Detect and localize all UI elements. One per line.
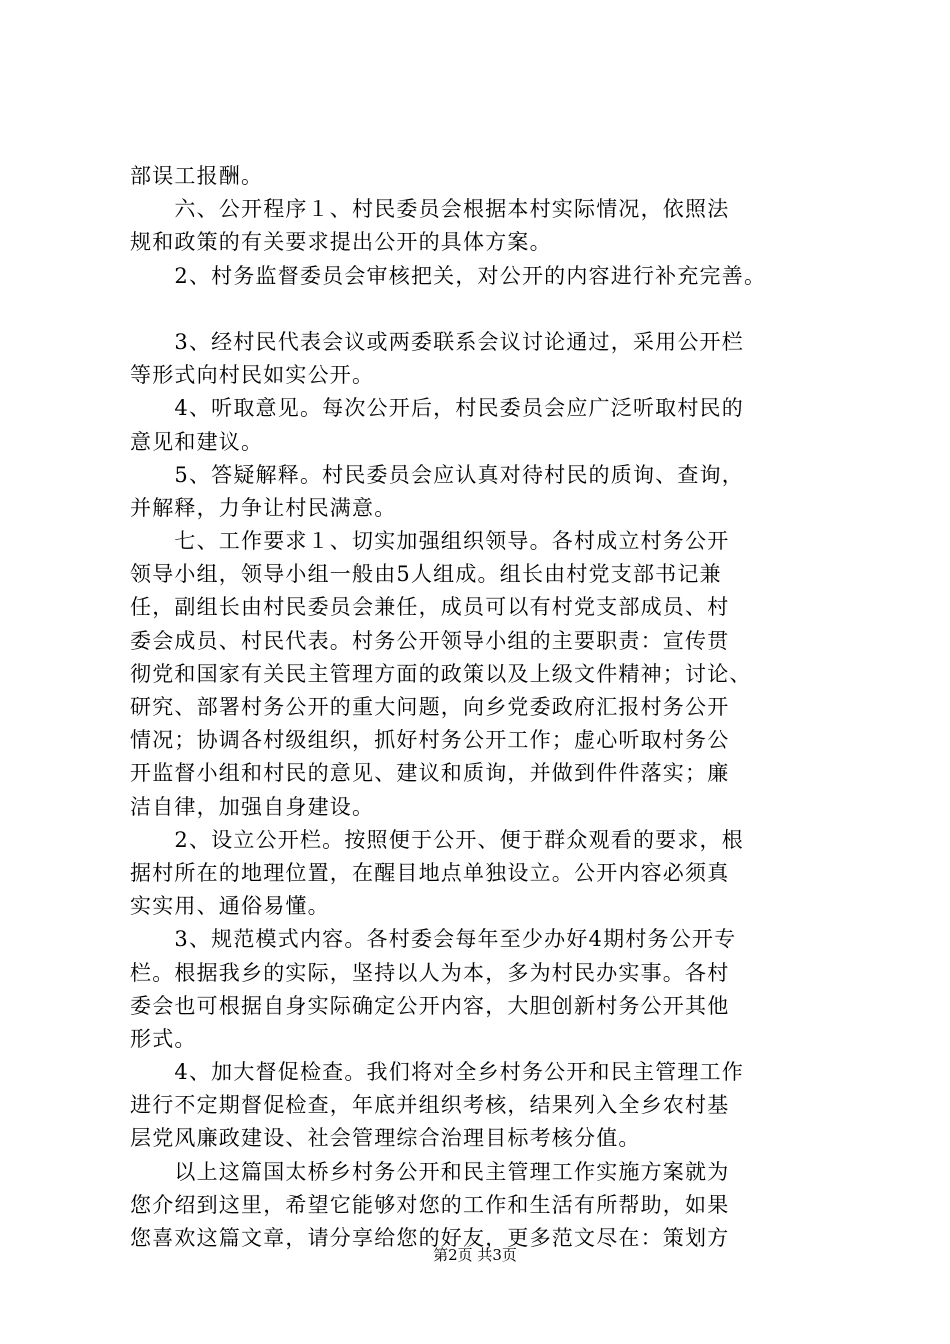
text-line: 进行不定期督促检查，年底并组织考核，结果列入全乡农村基 (130, 1093, 730, 1118)
text-line: 栏。根据我乡的实际，坚持以人为本，多为村民办实事。各村 (130, 960, 730, 985)
text-line: 3、规范模式内容。各村委会每年至少办好4期村务公开专 (130, 927, 737, 952)
text-line: 5、答疑解释。村民委员会应认真对待村民的质询、查询， (130, 462, 744, 487)
text-line: 研究、部署村务公开的重大问题，向乡党委政府汇报村务公开 (130, 695, 730, 719)
text-line: 据村所在的地理位置，在醒目地点单独设立。公开内容必须真 (130, 860, 730, 885)
text-line: 4、听取意见。每次公开后，村民委员会应广泛听取村民的 (130, 396, 744, 421)
text-line: 七、工作要求１、切实加强组织领导。各村成立村务公开 (130, 529, 730, 554)
text-line: 以上这篇国太桥乡村务公开和民主管理工作实施方案就为 (130, 1159, 730, 1184)
text-line: 六、公开程序１、村民委员会根据本村实际情况，依照法 (130, 197, 730, 222)
page-number-footer: 第2页 共3页 (433, 1246, 517, 1264)
text-line: 领导小组，领导小组一般由5人组成。组长由村党支部书记兼 (130, 562, 722, 587)
text-line: 4、加大督促检查。我们将对全乡村务公开和民主管理工作 (130, 1060, 744, 1085)
text-line: 任，副组长由村民委员会兼任，成员可以有村党支部成员、村 (130, 595, 730, 620)
text-line: 洁自律，加强自身建设。 (130, 794, 375, 819)
text-line: 实实用、通俗易懂。 (130, 894, 330, 919)
text-line: 彻党和国家有关民主管理方面的政策以及上级文件精神；讨论、 (130, 661, 752, 686)
text-line: 部误工报酬。 (130, 164, 264, 188)
text-line: 等形式向村民如实公开。 (130, 363, 375, 388)
text-line: 层党风廉政建设、社会管理综合治理目标考核分值。 (130, 1126, 641, 1151)
text-line: 委会成员、村民代表。村务公开领导小组的主要职责：宣传贯 (130, 628, 730, 653)
text-line: 3、经村民代表会议或两委联系会议讨论通过，采用公开栏 (130, 329, 744, 354)
text-line: 并解释，力争让村民满意。 (130, 495, 397, 520)
text-line: 形式。 (130, 1026, 197, 1051)
text-line: 规和政策的有关要求提出公开的具体方案。 (130, 230, 552, 255)
text-line: 2、设立公开栏。按照便于公开、便于群众观看的要求，根 (130, 827, 744, 852)
text-line: 2、村务监督委员会审核把关，对公开的内容进行补充完善。 (130, 263, 767, 288)
text-line: 情况；协调各村级组织，抓好村务公开工作；虚心听取村务公 (130, 728, 730, 753)
text-line: 意见和建议。 (130, 429, 264, 454)
document-body (130, 160, 845, 1255)
text-line: 您介绍到这里，希望它能够对您的工作和生活有所帮助，如果 (130, 1192, 730, 1217)
text-line: 您喜欢这篇文章，请分享给您的好友，更多范文尽在：策划方 (130, 1226, 730, 1250)
blank-line (130, 293, 845, 326)
text-line: 开监督小组和村民的意见、建议和质询，并做到件件落实；廉 (130, 761, 730, 786)
text-line: 委会也可根据自身实际确定公开内容，大胆创新村务公开其他 (130, 993, 730, 1018)
